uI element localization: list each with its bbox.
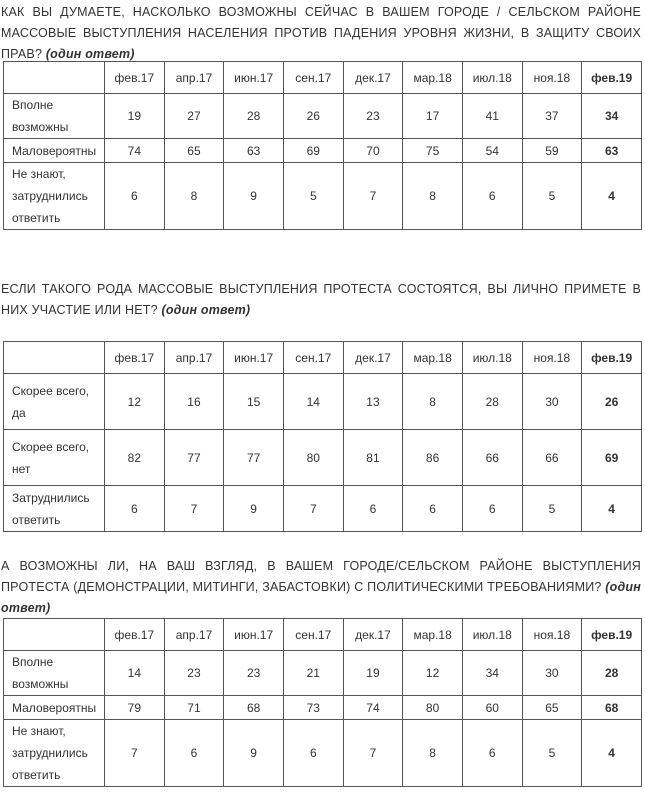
value-cell: 77 [224, 430, 284, 486]
value-cell: 7 [283, 486, 343, 532]
period-header: дек.17 [343, 62, 403, 94]
header-row [4, 619, 642, 651]
value-cell: 23 [164, 651, 224, 696]
value-cell: 6 [343, 486, 403, 532]
header-row [4, 342, 642, 374]
value-cell: 23 [224, 651, 284, 696]
value-cell: 28 [224, 94, 284, 139]
value-cell: 5 [283, 163, 343, 230]
question-3 [0, 556, 645, 619]
row-label: Скорее всего, да [4, 374, 105, 430]
value-cell: 4 [582, 486, 642, 532]
value-cell: 8 [403, 163, 463, 230]
value-cell: 82 [105, 430, 165, 486]
period-header: мар.18 [403, 619, 463, 651]
question-1-text: КАК ВЫ ДУМАЕТЕ, НАСКОЛЬКО ВОЗМОЖНЫ СЕЙЧАС В ВАШЕМ ГОРОДЕ / СЕЛЬСКОМ РАЙОНЕ МАССОВЫЕ ВЫСТУПЛЕНИЯ НАСЕЛЕНИЯ ПРОТИВ ПАДЕНИЯ УРОВНЯ ЖИЗНИ, В ЗАЩИТУ СВОИХ ПРАВ? [1, 5, 641, 61]
value-cell: 69 [283, 139, 343, 163]
value-cell: 66 [522, 430, 582, 486]
period-header: фев.17 [105, 342, 165, 374]
value-cell: 59 [522, 139, 582, 163]
value-cell: 30 [522, 374, 582, 430]
value-cell: 5 [522, 720, 582, 787]
value-cell: 54 [462, 139, 522, 163]
value-cell: 73 [283, 696, 343, 720]
question-3-text: А ВОЗМОЖНЫ ЛИ, НА ВАШ ВЗГЛЯД, В ВАШЕМ ГОРОДЕ/СЕЛЬСКОМ РАЙОНЕ ВЫСТУПЛЕНИЯ ПРОТЕСТА (ДЕМОНСТРАЦИИ, МИТИНГИ, ЗАБАСТОВКИ) С ПОЛИТИЧЕСКИМИ ТРЕБОВАНИЯМИ? [1, 559, 641, 594]
value-cell: 7 [343, 720, 403, 787]
value-cell: 66 [462, 430, 522, 486]
value-cell: 34 [582, 94, 642, 139]
question-2-hint: (один ответ) [161, 303, 251, 317]
period-header: мар.18 [403, 342, 463, 374]
period-header: дек.17 [343, 342, 403, 374]
table-row [4, 94, 642, 139]
period-header: фев.19 [582, 342, 642, 374]
period-header: июн.17 [224, 619, 284, 651]
value-cell: 69 [582, 430, 642, 486]
value-cell: 17 [403, 94, 463, 139]
value-cell: 37 [522, 94, 582, 139]
value-cell: 26 [283, 94, 343, 139]
question-2 [0, 279, 645, 321]
period-header: фев.19 [582, 619, 642, 651]
value-cell: 12 [105, 374, 165, 430]
value-cell: 7 [105, 720, 165, 787]
table-row [4, 430, 642, 486]
value-cell: 19 [105, 94, 165, 139]
period-header: фев.17 [105, 62, 165, 94]
value-cell: 27 [164, 94, 224, 139]
table-row [4, 651, 642, 696]
table-row [4, 163, 642, 230]
period-header: апр.17 [164, 62, 224, 94]
row-label: Не знают, затруднились ответить [4, 720, 105, 787]
value-cell: 21 [283, 651, 343, 696]
value-cell: 70 [343, 139, 403, 163]
survey-table-3 [3, 618, 642, 787]
value-cell: 68 [582, 696, 642, 720]
survey-table-1 [3, 61, 642, 230]
value-cell: 68 [224, 696, 284, 720]
value-cell: 4 [582, 163, 642, 230]
value-cell: 71 [164, 696, 224, 720]
question-2-text: ЕСЛИ ТАКОГО РОДА МАССОВЫЕ ВЫСТУПЛЕНИЯ ПРОТЕСТА СОСТОЯТСЯ, ВЫ ЛИЧНО ПРИМЕТЕ В НИХ УЧАСТИЕ ИЛИ НЕТ? [1, 282, 641, 317]
period-header: ноя.18 [522, 619, 582, 651]
row-label: Вполне возможны [4, 651, 105, 696]
row-label: Скорее всего, нет [4, 430, 105, 486]
value-cell: 26 [582, 374, 642, 430]
value-cell: 74 [343, 696, 403, 720]
value-cell: 23 [343, 94, 403, 139]
corner-cell [4, 342, 105, 374]
value-cell: 8 [403, 720, 463, 787]
value-cell: 80 [283, 430, 343, 486]
header-row [4, 62, 642, 94]
period-header: сен.17 [283, 619, 343, 651]
value-cell: 4 [582, 720, 642, 787]
table-row [4, 139, 642, 163]
value-cell: 6 [105, 163, 165, 230]
period-header: июл.18 [462, 619, 522, 651]
value-cell: 63 [582, 139, 642, 163]
value-cell: 60 [462, 696, 522, 720]
value-cell: 6 [462, 163, 522, 230]
survey-table-2 [3, 341, 642, 532]
period-header: фев.19 [582, 62, 642, 94]
period-header: сен.17 [283, 342, 343, 374]
row-label: Вполне возможны [4, 94, 105, 139]
value-cell: 14 [105, 651, 165, 696]
period-header: сен.17 [283, 62, 343, 94]
value-cell: 14 [283, 374, 343, 430]
row-label: Маловероятны [4, 696, 105, 720]
period-header: дек.17 [343, 619, 403, 651]
value-cell: 6 [283, 720, 343, 787]
period-header: июн.17 [224, 62, 284, 94]
period-header: апр.17 [164, 342, 224, 374]
value-cell: 79 [105, 696, 165, 720]
period-header: ноя.18 [522, 342, 582, 374]
value-cell: 41 [462, 94, 522, 139]
value-cell: 8 [403, 374, 463, 430]
value-cell: 28 [462, 374, 522, 430]
value-cell: 5 [522, 163, 582, 230]
value-cell: 8 [164, 163, 224, 230]
value-cell: 7 [343, 163, 403, 230]
value-cell: 75 [403, 139, 463, 163]
value-cell: 9 [224, 486, 284, 532]
value-cell: 5 [522, 486, 582, 532]
question-1-hint: (один ответ) [45, 47, 135, 61]
period-header: июл.18 [462, 342, 522, 374]
value-cell: 12 [403, 651, 463, 696]
value-cell: 16 [164, 374, 224, 430]
period-header: апр.17 [164, 619, 224, 651]
value-cell: 6 [462, 720, 522, 787]
question-3-hint: (один ответ) [1, 580, 641, 615]
value-cell: 65 [522, 696, 582, 720]
period-header: июн.17 [224, 342, 284, 374]
value-cell: 74 [105, 139, 165, 163]
row-label: Маловероятны [4, 139, 105, 163]
value-cell: 65 [164, 139, 224, 163]
value-cell: 81 [343, 430, 403, 486]
value-cell: 86 [403, 430, 463, 486]
row-label: Затруднились ответить [4, 486, 105, 532]
question-1 [0, 2, 645, 65]
value-cell: 77 [164, 430, 224, 486]
value-cell: 63 [224, 139, 284, 163]
value-cell: 7 [164, 486, 224, 532]
corner-cell [4, 62, 105, 94]
value-cell: 9 [224, 163, 284, 230]
value-cell: 19 [343, 651, 403, 696]
value-cell: 34 [462, 651, 522, 696]
value-cell: 30 [522, 651, 582, 696]
value-cell: 15 [224, 374, 284, 430]
row-label: Не знают, затруднились ответить [4, 163, 105, 230]
period-header: мар.18 [403, 62, 463, 94]
table-row [4, 696, 642, 720]
table-row [4, 486, 642, 532]
period-header: ноя.18 [522, 62, 582, 94]
value-cell: 13 [343, 374, 403, 430]
period-header: июл.18 [462, 62, 522, 94]
period-header: фев.17 [105, 619, 165, 651]
value-cell: 6 [105, 486, 165, 532]
value-cell: 9 [224, 720, 284, 787]
table-row [4, 720, 642, 787]
value-cell: 6 [403, 486, 463, 532]
value-cell: 6 [164, 720, 224, 787]
corner-cell [4, 619, 105, 651]
value-cell: 28 [582, 651, 642, 696]
value-cell: 6 [462, 486, 522, 532]
value-cell: 80 [403, 696, 463, 720]
table-row [4, 374, 642, 430]
